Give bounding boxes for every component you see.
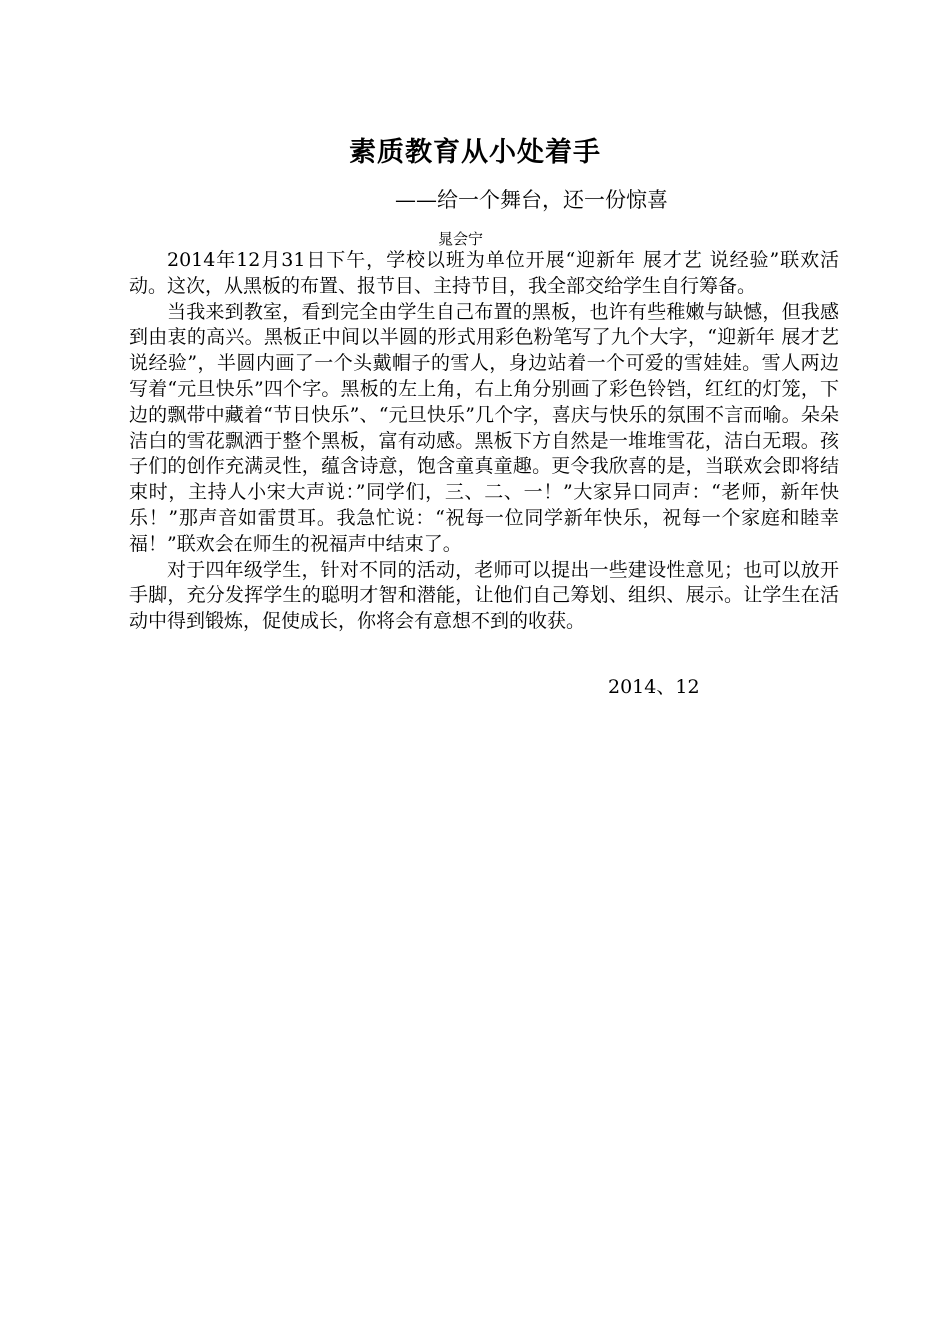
document-title: 素质教育从小处着手: [349, 137, 601, 168]
author-name: 晁会宁: [438, 230, 484, 248]
document-body: [129, 248, 839, 635]
paragraph: 对于四年级学生，针对不同的活动，老师可以提出一些建设性意见；也可以放开手脚，充分发挥学生的聪明才智和潜能，让他们自己筹划、组织、展示。让学生在活动中得到锻炼，促使成长，你将会有意想不到的收获。: [129, 558, 839, 633]
paragraph: 2014年12月31日下午，学校以班为单位开展“迎新年 展才艺 说经验”联欢活动。这次，从黑板的布置、报节目、主持节目，我全部交给学生自行筹备。: [129, 249, 839, 297]
document-subtitle: ——给一个舞台，还一份惊喜: [395, 188, 668, 212]
paragraph: 当我来到教室，看到完全由学生自己布置的黑板，也许有些稚嫩与缺憾，但我感到由衷的高兴。黑板正中间以半圆的形式用彩色粉笔写了九个大字，“迎新年 展才艺 说经验”，半圆内画了一个头戴帽子的雪人，身边站着一个可爱的雪娃娃。雪人两边写着“元旦快乐”四个字。黑板的左上角，右上角分别画了彩色铃铛，红红的灯笼，下边的飘带中藏着“节日快乐”、“元旦快乐”几个字，喜庆与快乐的氛围不言而喻。朵朵洁白的雪花飘洒于整个黑板，富有动感。黑板下方自然是一堆堆雪花，洁白无瑕。孩子们的创作充满灵性，蕴含诗意，饱含童真童趣。更令我欣喜的是，当联欢会即将结束时，主持人小宋大声说：”同学们，三、二、一！”大家异口同声：“老师，新年快乐！”那声音如雷贯耳。我急忙说：“祝每一位同学新年快乐，祝每一个家庭和睦幸福！”联欢会在师生的祝福声中结束了。: [129, 300, 839, 555]
document-date: 2014、12: [608, 676, 700, 698]
